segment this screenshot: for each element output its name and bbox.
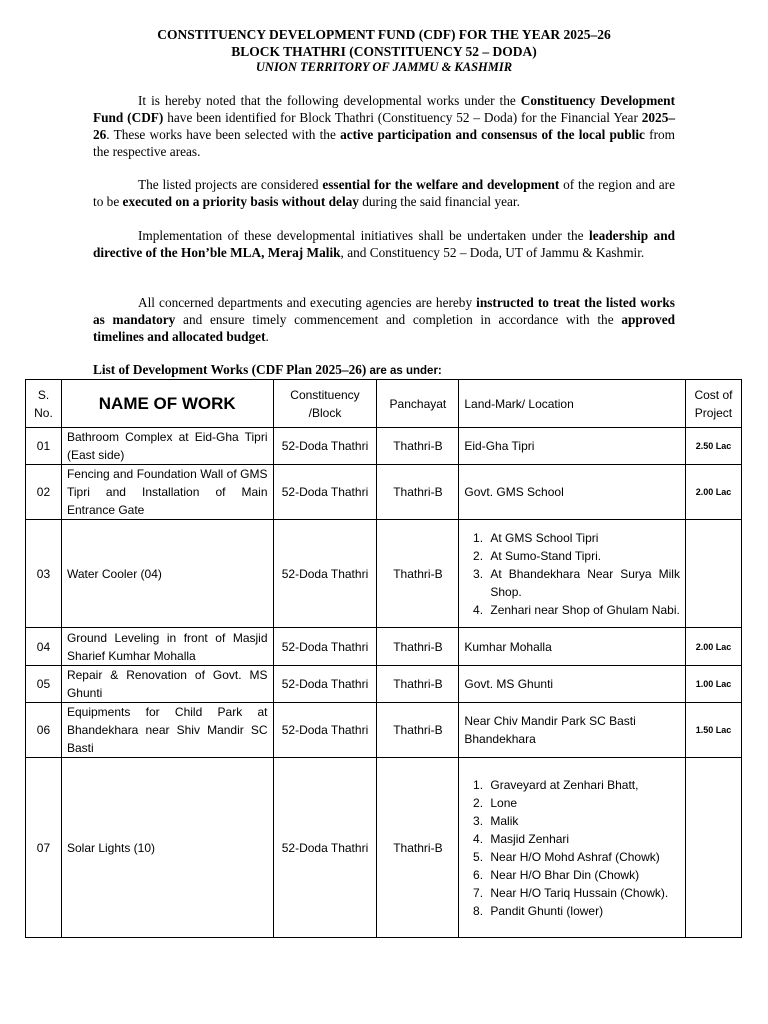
location-list-item: 2. At Sumo-Stand Tipri.: [486, 547, 680, 565]
text-run: and ensure timely commencement and completion in accordance with the: [175, 312, 622, 327]
cost-cell: 1.50 Lac: [685, 703, 741, 758]
work-name-cell: Fencing and Foundation Wall of GMS Tipri and Installation of Main Entrance Gate: [61, 465, 273, 520]
location-list-item: 5. Near H/O Mohd Ashraf (Chowk): [486, 848, 680, 866]
location-list: [464, 529, 680, 619]
text-run: The listed projects are considered: [138, 177, 323, 192]
panchayat-cell: Thathri-B: [377, 465, 459, 520]
text-run: . These works have been selected with the: [106, 127, 341, 142]
location-cell: [459, 520, 686, 628]
panchayat-cell: Thathri-B: [377, 758, 459, 938]
sno-cell: 05: [26, 666, 62, 703]
cost-cell: 2.00 Lac: [685, 465, 741, 520]
work-name-cell: Equipments for Child Park at Bhandekhara near Shiv Mandir SC Basti: [61, 703, 273, 758]
table-row: [26, 628, 742, 666]
text-run: Implementation of these developmental initiatives shall be undertaken under the: [138, 228, 589, 243]
header-sno: S. No.: [26, 380, 62, 428]
location-list-item: 4. Masjid Zenhari: [486, 830, 680, 848]
table-row: [26, 520, 742, 628]
cost-cell: [685, 520, 741, 628]
constituency-cell: 52-Doda Thathri: [273, 666, 377, 703]
location-cell: [459, 758, 686, 938]
work-name-cell: Solar Lights (10): [61, 758, 273, 938]
work-name-cell: Bathroom Complex at Eid-Gha Tipri (East side): [61, 428, 273, 465]
leadership-paragraph: [93, 227, 675, 261]
sno-cell: 02: [26, 465, 62, 520]
table-header-row: [26, 380, 742, 428]
text-run: It is hereby noted that the following developmental works under the: [138, 93, 521, 108]
header-panchayat: Panchayat: [377, 380, 459, 428]
header-constituency: Constituency /Block: [273, 380, 377, 428]
table-row: [26, 465, 742, 520]
table-row: [26, 666, 742, 703]
panchayat-cell: Thathri-B: [377, 428, 459, 465]
bold-run: Constituency Development Fund (CDF): [93, 93, 675, 125]
works-list-title: [93, 361, 442, 380]
panchayat-cell: Thathri-B: [377, 628, 459, 666]
constituency-cell: 52-Doda Thathri: [273, 628, 377, 666]
cost-cell: [685, 758, 741, 938]
work-name-cell: Ground Leveling in front of Masjid Sharief Kumhar Mohalla: [61, 628, 273, 666]
header-subtitle: BLOCK THATHRI (CONSTITUENCY 52 – DODA): [231, 44, 537, 59]
constituency-cell: 52-Doda Thathri: [273, 428, 377, 465]
constituency-cell: 52-Doda Thathri: [273, 703, 377, 758]
location-list-item: 3. Malik: [486, 812, 680, 830]
panchayat-cell: Thathri-B: [377, 520, 459, 628]
location-list-item: 8. Pandit Ghunti (lower): [486, 902, 680, 920]
location-cell: Govt. MS Ghunti: [459, 666, 686, 703]
constituency-cell: 52-Doda Thathri: [273, 520, 377, 628]
constituency-cell: 52-Doda Thathri: [273, 758, 377, 938]
location-list-item: 1. At GMS School Tipri: [486, 529, 680, 547]
sno-cell: 04: [26, 628, 62, 666]
bold-run: essential for the welfare and development: [322, 177, 560, 192]
bold-run: executed on a priority basis without delay: [122, 194, 359, 209]
sno-cell: 03: [26, 520, 62, 628]
text-run: have been identified for Block Thathri (Constituency 52 – Doda) for the Financial Year: [163, 110, 642, 125]
text-run: , and Constituency 52 – Doda, UT of Jammu & Kashmir.: [340, 245, 645, 260]
bold-run: approved timelines and allocated budget: [93, 312, 676, 344]
text-run: All concerned departments and executing agencies are hereby: [138, 295, 477, 310]
location-list-item: 3. At Bhandekhara Near Surya Milk Shop.: [486, 565, 680, 601]
bold-run: active participation and consensus of the local public: [340, 127, 645, 142]
header-territory: UNION TERRITORY OF JAMMU & KASHMIR: [255, 60, 513, 74]
table-body: [26, 428, 742, 938]
cost-cell: 1.00 Lac: [685, 666, 741, 703]
header-location: Land-Mark/ Location: [459, 380, 686, 428]
table-row: [26, 758, 742, 938]
bold-run: 2025–26: [93, 110, 675, 142]
sno-cell: 07: [26, 758, 62, 938]
location-list-item: 2. Lone: [486, 794, 680, 812]
location-cell: Eid-Gha Tipri: [459, 428, 686, 465]
instruction-paragraph: [93, 294, 675, 345]
list-title-main: List of Development Works (CDF Plan 2025–26): [93, 362, 367, 377]
panchayat-cell: Thathri-B: [377, 703, 459, 758]
bold-run: instructed to treat the listed works as mandatory: [93, 295, 675, 327]
cost-cell: 2.50 Lac: [685, 428, 741, 465]
location-cell: Kumhar Mohalla: [459, 628, 686, 666]
location-cell: Govt. GMS School: [459, 465, 686, 520]
work-name-cell: Repair & Renovation of Govt. MS Ghunti: [61, 666, 273, 703]
panchayat-cell: Thathri-B: [377, 666, 459, 703]
header-title: CONSTITUENCY DEVELOPMENT FUND (CDF) FOR THE YEAR 2025–26: [157, 27, 611, 42]
text-run: from the respective areas.: [93, 127, 675, 159]
table-row: [26, 428, 742, 465]
list-title-suffix: are as under:: [366, 365, 442, 377]
cost-cell: 2.00 Lac: [685, 628, 741, 666]
location-list-item: 1. Graveyard at Zenhari Bhatt,: [486, 776, 680, 794]
bold-run: leadership and directive of the Hon’ble MLA, Meraj Malik: [93, 228, 675, 260]
intro-paragraph: [93, 92, 675, 160]
location-list-item: 7. Near H/O Tariq Hussain (Chowk).: [486, 884, 680, 902]
location-list-item: 4. Zenhari near Shop of Ghulam Nabi.: [486, 601, 680, 619]
sno-cell: 06: [26, 703, 62, 758]
location-list-item: 6. Near H/O Bhar Din (Chowk): [486, 866, 680, 884]
work-name-cell: Water Cooler (04): [61, 520, 273, 628]
text-run: during the said financial year.: [358, 194, 520, 209]
header-name-of-work: NAME OF WORK: [61, 380, 273, 428]
location-list: [464, 776, 680, 920]
sno-cell: 01: [26, 428, 62, 465]
priority-paragraph: [93, 176, 675, 210]
constituency-cell: 52-Doda Thathri: [273, 465, 377, 520]
text-run: .: [265, 329, 269, 344]
location-cell: Near Chiv Mandir Park SC Basti Bhandekhara: [459, 703, 686, 758]
works-table: [25, 379, 742, 938]
header-cost: Cost of Project: [685, 380, 741, 428]
table-row: [26, 703, 742, 758]
text-run: of the region and are to be: [93, 177, 675, 209]
